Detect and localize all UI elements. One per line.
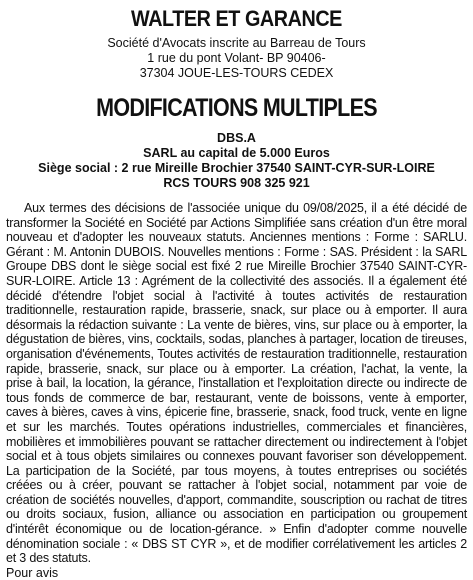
notice-title: MODIFICATIONS MULTIPLES — [96, 94, 377, 122]
company-seat: Siège social : 2 rue Mireille Brochier 37540 SAINT-CYR-SUR-LOIRE — [38, 161, 435, 175]
company-rcs: RCS TOURS 908 325 921 — [163, 176, 310, 190]
notice-body: Aux termes des décisions de l'associée unique du 09/08/2025, il a été décidé de transformer la Société en Société par Actions Simplifiée sans création d'un être moral nouveau et d'adopter les nouveaux statuts. Anciennes mentions : Forme : SARLU. Gérant : M. Antonin DUBOIS. Nouvelles mentions : Forme : SAS. Président : la SARL Groupe DBS dont le siège social est fixé 2 rue Mireille Brochier 37540 SAINT-CYR-SUR-LOIRE. Article 13 : Agrément de la collectivité des associés. Il a également été décidé d'étendre l'objet social à l'activité à toutes activités de restauration traditionnelle, restauration rapide, brasserie, snack, sur place ou à emporter. Il aura désormais la rédaction suivante : La vente de bières, vins, sur place ou à emporter, la dégustation de bières, vins, cocktails, sodas, planches à partager, location de tireuses, organisation d'événements, Toutes activités de restauration traditionnelle, restauration rapide, brasserie, snack, sur place ou à emporter. La création, l'achat, la vente, la prise à bail, la location, la gérance, l'installation et l'exploitation directe ou indirecte de tous fonds de commerce de bar, restaurant, vente de boissons, vente à emporter, caves à bières, caves à vins, épicerie fine, brasserie, snack, food truck, vente en ligne et sur les marchés. Toutes opérations industrielles, commerciales et financières, mobilières et immobilières pouvant se rattacher directement ou indirectement à l'objet social et à tous objets similaires ou connexes pouvant favoriser son développement. La participation de la Société, par tous moyens, à toutes entreprises ou sociétés créées ou à créer, pouvant se rattacher à l'objet social, notamment par voie de création de sociétés nouvelles, d'apport, commandite, souscription ou rachat de titres ou droits sociaux, fusion, alliance ou association en participation ou groupement d'intérêt économique ou de location-gérance. » Enfin d'adopter comme nouvelle dénomination sociale : « DBS ST CYR », et de modifier corrélativement les articles 2 et 3 des statuts. — [6, 201, 467, 566]
company-name: DBS.A — [217, 131, 256, 145]
firm-header — [6, 6, 467, 81]
firm-name: WALTER ET GARANCE — [131, 6, 342, 31]
firm-city: 37304 JOUE-LES-TOURS CEDEX — [139, 66, 334, 80]
company-capital: SARL au capital de 5.000 Euros — [143, 146, 330, 160]
firm-address-block — [6, 36, 467, 81]
closing-line: Pour avis — [6, 565, 59, 580]
company-block — [6, 131, 467, 191]
firm-street: 1 rue du pont Volant- BP 90406- — [147, 51, 326, 65]
firm-registration: Société d'Avocats inscrite au Barreau de Tours — [107, 36, 366, 50]
